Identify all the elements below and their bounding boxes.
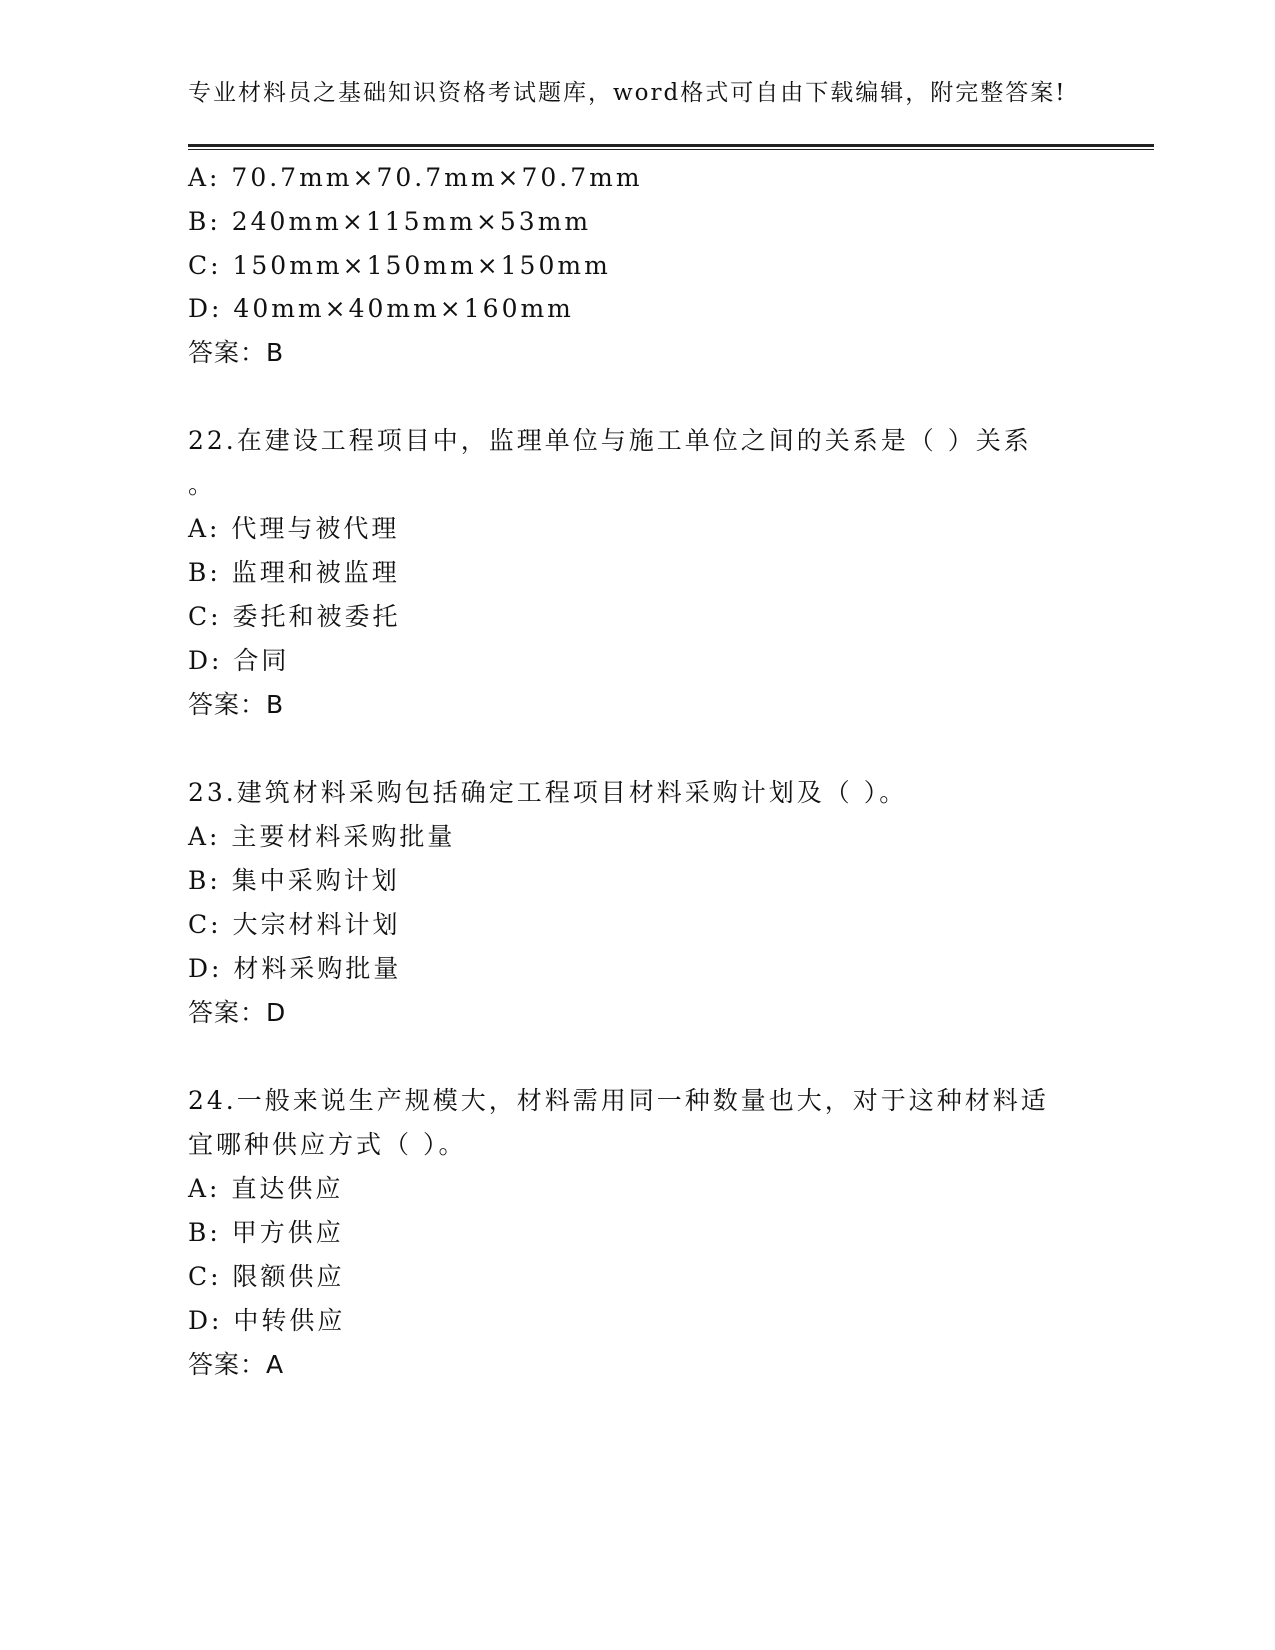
option-b: B: 240mm×115mm×53mm xyxy=(188,207,592,236)
option-c: C: 委托和被委托 xyxy=(188,602,401,631)
question-text: 22.在建设工程项目中，监理单位与施工单位之间的关系是（ ）关系 xyxy=(188,426,1032,455)
option-a: A: 直达供应 xyxy=(188,1174,344,1203)
question-text-continued: 宜哪种供应方式（ ）。 xyxy=(188,1130,467,1159)
option-c: C: 150mm×150mm×150mm xyxy=(188,251,611,280)
option-a: A: 主要材料采购批量 xyxy=(188,822,456,851)
question-text: 23.建筑材料采购包括确定工程项目材料采购计划及（ ）。 xyxy=(188,778,908,807)
option-d: D: 合同 xyxy=(188,646,290,675)
option-c: C: 大宗材料计划 xyxy=(188,910,401,939)
option-a: A: 70.7mm×70.7mm×70.7mm xyxy=(188,163,643,192)
answer: 答案：D xyxy=(188,998,287,1027)
option-b: B: 甲方供应 xyxy=(188,1218,344,1247)
option-a: A: 代理与被代理 xyxy=(188,514,400,543)
option-b: B: 监理和被监理 xyxy=(188,558,400,587)
answer: 答案：B xyxy=(188,690,285,719)
option-d: D: 材料采购批量 xyxy=(188,954,402,983)
answer: 答案：A xyxy=(188,1350,285,1379)
question-text: 24.一般来说生产规模大，材料需用同一种数量也大，对于这种材料适 xyxy=(188,1086,1049,1115)
page-header: 专业材料员之基础知识资格考试题库，word格式可自由下载编辑，附完整答案! xyxy=(188,80,1067,106)
header-rule xyxy=(188,144,1154,150)
question-text-continued: 。 xyxy=(188,470,217,499)
option-d: D: 中转供应 xyxy=(188,1306,346,1335)
option-c: C: 限额供应 xyxy=(188,1262,345,1291)
answer: 答案：B xyxy=(188,338,285,367)
option-b: B: 集中采购计划 xyxy=(188,866,400,895)
option-d: D: 40mm×40mm×160mm xyxy=(188,294,574,323)
